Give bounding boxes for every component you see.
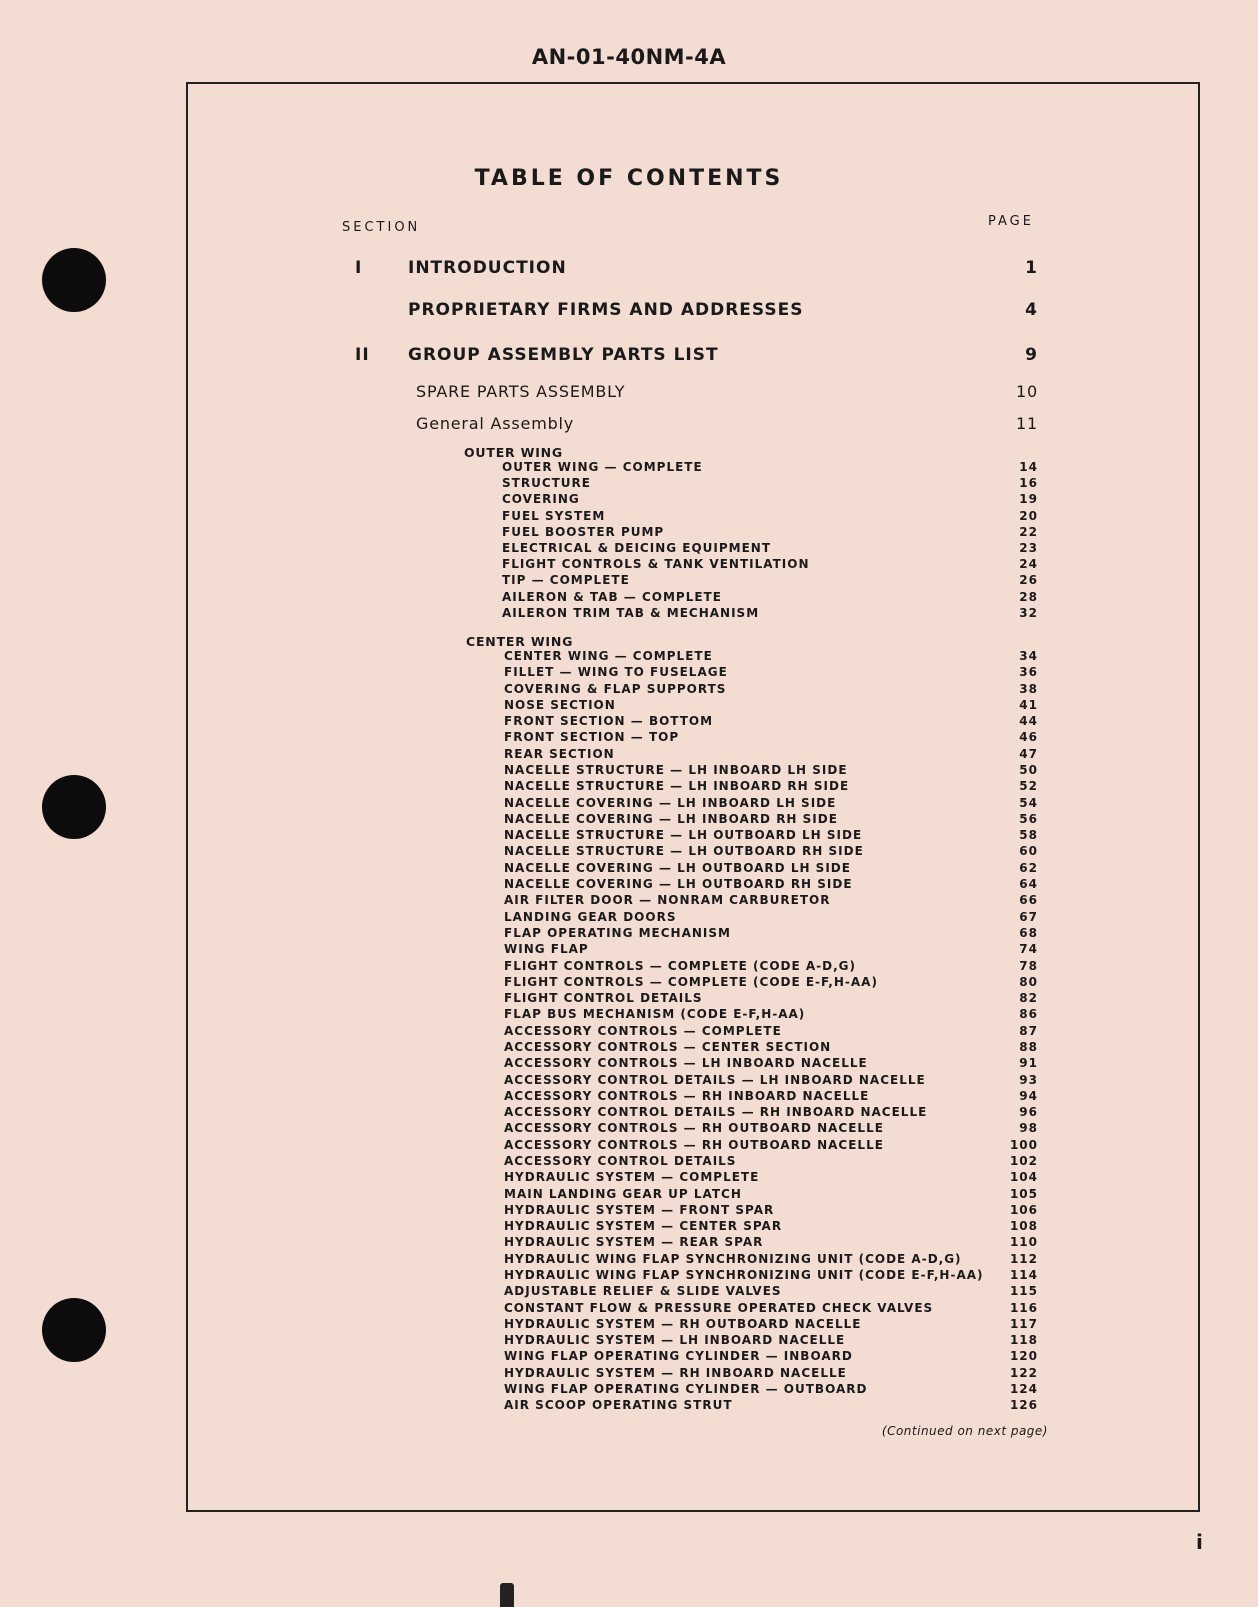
toc-entry-title: CONSTANT FLOW & PRESSURE OPERATED CHECK VALVES [504,1300,934,1315]
toc-entry-page: 64 [1019,877,1038,892]
toc-entry-title: FRONT SECTION — TOP [504,730,680,745]
toc-entry-page: 58 [1019,828,1038,843]
page-column-header: PAGE [988,214,1034,229]
toc-entry-page: 112 [1009,1251,1038,1266]
toc-entry-page: 110 [1009,1235,1038,1250]
binder-hole-middle [42,775,106,839]
toc-entry-title: ACCESSORY CONTROLS — COMPLETE [504,1023,782,1038]
toc-entry-title: ELECTRICAL & DEICING EQUIPMENT [502,541,772,555]
toc-entry-title: GROUP ASSEMBLY PARTS LIST [408,345,719,365]
toc-entry-title: MAIN LANDING GEAR UP LATCH [504,1186,742,1201]
toc-entry-title: AIR FILTER DOOR — NONRAM CARBURETOR [504,893,831,908]
toc-entry-page: 34 [1019,649,1038,663]
toc-entry-title: SPARE PARTS ASSEMBLY [416,382,626,401]
toc-entry-title: CENTER WING [466,634,574,649]
toc-entry-title: FILLET — WING TO FUSELAGE [504,665,728,680]
toc-entry-page: 28 [1019,589,1038,604]
toc-entry-page: 80 [1019,974,1038,989]
toc-entry-title: LANDING GEAR DOORS [504,909,677,924]
toc-entry-title: WING FLAP OPERATING CYLINDER — OUTBOARD [504,1382,868,1397]
toc-entry-page: 88 [1019,1039,1038,1054]
toc-entry-title: WING FLAP [504,942,589,957]
toc-entry-title: PROPRIETARY FIRMS AND ADDRESSES [408,300,804,320]
toc-entry-title: General Assembly [416,414,575,433]
binder-hole-top [42,248,106,312]
toc-section-number: I [355,258,363,278]
toc-entry-page: 120 [1009,1349,1038,1364]
toc-entry-page: 78 [1019,958,1038,973]
toc-entry-title: WING FLAP OPERATING CYLINDER — INBOARD [504,1349,853,1364]
toc-entry-title: AILERON TRIM TAB & MECHANISM [502,605,760,620]
toc-entry-page: 36 [1019,665,1038,680]
toc-entry-page: 32 [1019,605,1038,620]
toc-entry-title: STRUCTURE [502,476,591,491]
toc-entry-title: HYDRAULIC SYSTEM — REAR SPAR [504,1235,764,1250]
toc-entry-page: 86 [1019,1007,1038,1022]
toc-entry-page: 19 [1019,492,1038,507]
toc-entry-page: 26 [1019,573,1038,588]
toc-entry-title: OUTER WING [464,445,563,460]
toc-entry-page: 96 [1019,1105,1038,1120]
toc-entry-page: 100 [1009,1137,1038,1152]
toc-entry-page: 122 [1009,1365,1038,1380]
toc-entry-page: 47 [1019,746,1038,761]
toc-entry-page: 87 [1019,1023,1038,1038]
toc-entry-title: FLAP BUS MECHANISM (CODE E-F,H-AA) [504,1007,806,1022]
toc-entry-page: 68 [1019,925,1038,940]
toc-entry-page: 93 [1019,1072,1038,1087]
toc-entry-title: NACELLE STRUCTURE — LH OUTBOARD LH SIDE [504,828,863,843]
toc-entry-page: 108 [1009,1219,1038,1234]
toc-entry-page: 23 [1019,541,1038,555]
toc-entry-page: 41 [1019,697,1038,712]
toc-entry-title: HYDRAULIC WING FLAP SYNCHRONIZING UNIT (CODE E-F,H-AA) [504,1268,984,1283]
binding-tab-mark [500,1583,514,1607]
document-id: AN-01-40NM-4A [531,45,727,69]
toc-entry-page: 11 [1016,414,1038,433]
toc-entry-title: NACELLE COVERING — LH OUTBOARD LH SIDE [504,860,851,875]
toc-entry-page: 50 [1019,763,1038,778]
toc-entry-page: 102 [1009,1153,1038,1168]
toc-entry-title: FLIGHT CONTROL DETAILS [504,991,703,1006]
toc-entry-page: 94 [1019,1088,1038,1103]
toc-entry-page: 9 [1025,345,1038,365]
toc-entry-page: 4 [1025,300,1038,320]
toc-entry-title: AILERON & TAB — COMPLETE [502,589,722,604]
toc-entry-title: HYDRAULIC SYSTEM — RH INBOARD NACELLE [504,1365,847,1380]
toc-entry-page: 66 [1019,893,1038,908]
toc-entry-page: 10 [1016,382,1038,401]
toc-entry-page: 22 [1019,524,1038,539]
toc-entry-title: FLIGHT CONTROLS — COMPLETE (CODE E-F,H-AA) [504,974,878,989]
toc-entry-title: FUEL BOOSTER PUMP [502,524,665,539]
toc-entry-title: COVERING [502,492,580,507]
toc-entry-page: 44 [1019,714,1038,729]
toc-entry-title: ACCESSORY CONTROL DETAILS — RH INBOARD NACELLE [504,1105,928,1120]
toc-entry-page: 1 [1025,258,1038,278]
toc-entry-page: 14 [1019,460,1038,474]
toc-entry-title: NOSE SECTION [504,697,616,712]
toc-entry-page: 105 [1009,1186,1038,1201]
page-folio: i [1196,1530,1203,1554]
toc-entry-title: FLIGHT CONTROLS — COMPLETE (CODE A-D,G) [504,958,856,973]
toc-entry-page: 118 [1009,1333,1038,1348]
toc-entry-page: 74 [1019,942,1038,957]
toc-entry-page: 117 [1009,1316,1038,1331]
toc-entry-title: CENTER WING — COMPLETE [504,649,713,663]
toc-entry-page: 46 [1019,730,1038,745]
binder-hole-bottom [42,1298,106,1362]
toc-entry-title: NACELLE STRUCTURE — LH OUTBOARD RH SIDE [504,844,864,859]
toc-entry-title: NACELLE STRUCTURE — LH INBOARD LH SIDE [504,763,848,778]
toc-entry-title: HYDRAULIC SYSTEM — CENTER SPAR [504,1219,783,1234]
toc-entry-page: 62 [1019,860,1038,875]
toc-entry-title: HYDRAULIC SYSTEM — RH OUTBOARD NACELLE [504,1316,862,1331]
toc-entry-title: ADJUSTABLE RELIEF & SLIDE VALVES [504,1284,782,1299]
toc-entry-page: 114 [1009,1268,1038,1283]
toc-entry-page: 24 [1019,557,1038,572]
toc-entry-page: 126 [1009,1398,1038,1413]
toc-entry-title: ACCESSORY CONTROL DETAILS — LH INBOARD NACELLE [504,1072,926,1087]
toc-entry-title: ACCESSORY CONTROLS — RH OUTBOARD NACELLE [504,1121,884,1136]
toc-entry-title: NACELLE STRUCTURE — LH INBOARD RH SIDE [504,779,850,794]
toc-entry-page: 106 [1009,1202,1038,1217]
toc-section-number: II [355,345,370,365]
toc-entry-title: ACCESSORY CONTROLS — RH OUTBOARD NACELLE [504,1137,884,1152]
toc-entry-title: REAR SECTION [504,746,615,761]
toc-entry-title: INTRODUCTION [408,258,567,278]
toc-entry-title: NACELLE COVERING — LH INBOARD RH SIDE [504,811,838,826]
toc-entry-title: ACCESSORY CONTROL DETAILS [504,1153,737,1168]
toc-entry-page: 116 [1009,1300,1038,1315]
toc-entry-title: HYDRAULIC SYSTEM — COMPLETE [504,1170,760,1185]
toc-entry-title: FLAP OPERATING MECHANISM [504,925,731,940]
toc-entry-page: 98 [1019,1121,1038,1136]
toc-entry-title: FUEL SYSTEM [502,508,606,523]
toc-entry-page: 124 [1009,1382,1038,1397]
toc-entry-title: FLIGHT CONTROLS & TANK VENTILATION [502,557,810,572]
toc-entry-title: AIR SCOOP OPERATING STRUT [504,1398,733,1413]
toc-entry-title: FRONT SECTION — BOTTOM [504,714,714,729]
toc-entry-title: OUTER WING — COMPLETE [502,460,703,474]
toc-entry-title: HYDRAULIC SYSTEM — LH INBOARD NACELLE [504,1333,846,1348]
toc-entry-page: 54 [1019,795,1038,810]
toc-entry-title: COVERING & FLAP SUPPORTS [504,681,727,696]
toc-entry-title: HYDRAULIC SYSTEM — FRONT SPAR [504,1202,775,1217]
toc-entry-title: TIP — COMPLETE [502,573,630,588]
toc-entry-title: ACCESSORY CONTROLS — LH INBOARD NACELLE [504,1056,868,1071]
continued-note: (Continued on next page) [881,1424,1048,1438]
toc-entry-page: 20 [1019,508,1038,523]
toc-entry-title: NACELLE COVERING — LH OUTBOARD RH SIDE [504,877,853,892]
toc-entry-page: 67 [1019,909,1038,924]
toc-entry-page: 16 [1019,476,1038,491]
toc-entry-page: 115 [1009,1284,1038,1299]
toc-title: TABLE OF CONTENTS [474,166,784,191]
toc-entry-page: 56 [1019,811,1038,826]
toc-entry-page: 91 [1019,1056,1038,1071]
toc-entry-title: HYDRAULIC WING FLAP SYNCHRONIZING UNIT (CODE A-D,G) [504,1251,962,1266]
toc-entry-title: NACELLE COVERING — LH INBOARD LH SIDE [504,795,837,810]
section-column-header: SECTION [342,220,421,235]
toc-entry-page: 60 [1019,844,1038,859]
toc-entry-page: 38 [1019,681,1038,696]
toc-entry-page: 82 [1019,991,1038,1006]
toc-entry-page: 52 [1019,779,1038,794]
toc-entry-title: ACCESSORY CONTROLS — CENTER SECTION [504,1039,832,1054]
toc-entry-title: ACCESSORY CONTROLS — RH INBOARD NACELLE [504,1088,870,1103]
toc-entry-page: 104 [1009,1170,1038,1185]
